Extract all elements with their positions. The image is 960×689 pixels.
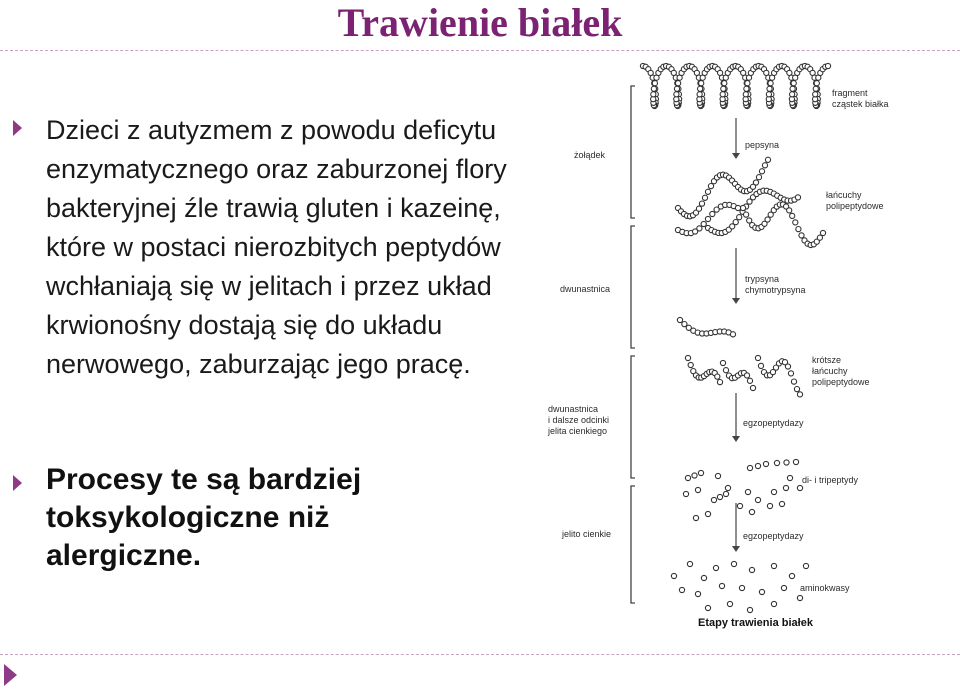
protein-coil-bead — [790, 92, 795, 97]
label-amino-acids: aminokwasy — [800, 583, 850, 593]
label-duodenum: dwunastnica — [560, 284, 611, 294]
slide-title: Trawienie białek — [337, 0, 623, 45]
polypeptide-bead — [696, 206, 701, 211]
polypeptide-bead — [799, 233, 804, 238]
peptide-bead — [705, 511, 710, 516]
peptide-bead — [695, 487, 700, 492]
polypeptide-bead — [756, 175, 761, 180]
arrowhead-trypsin — [732, 298, 740, 304]
polypeptide-bead — [708, 184, 713, 189]
protein-coil-bead — [767, 86, 772, 91]
polypeptide-bead — [765, 217, 770, 222]
amino-acid-bead — [719, 583, 724, 588]
protein-coil-bead — [652, 81, 657, 86]
amino-acid-bead — [747, 607, 752, 612]
short-chain-bead — [685, 355, 690, 360]
peptide-bead — [698, 470, 703, 475]
peptide-bead — [793, 459, 798, 464]
protein-coil-bead — [813, 92, 818, 97]
peptide-bead — [784, 460, 789, 465]
peptide-bead — [779, 501, 784, 506]
polypeptide-bead — [744, 212, 749, 217]
protein-coil-bead — [791, 81, 796, 86]
bullet-arrow-icon — [13, 475, 22, 491]
label-shorter-chains: krótsze łańcuchy polipeptydowe — [812, 355, 870, 387]
protein-coil-bead — [676, 81, 681, 86]
protein-coil-bead — [697, 92, 702, 97]
protein-coil-bead — [743, 92, 748, 97]
short-chain-bead — [723, 368, 728, 373]
polypeptide-bead — [702, 195, 707, 200]
protein-coil-bead — [790, 86, 795, 91]
polypeptide-bead — [710, 211, 715, 216]
amino-acid-bead — [701, 575, 706, 580]
protein-coil-bead — [768, 81, 773, 86]
protein-coil-bead — [745, 81, 750, 86]
polypeptide-bead — [737, 215, 742, 220]
protein-coil-bead — [720, 92, 725, 97]
peptide-bead — [725, 485, 730, 490]
short-chain-bead — [715, 374, 720, 379]
short-chain-bead — [758, 363, 763, 368]
polypeptide-bead — [753, 180, 758, 185]
amino-acid-bead — [789, 573, 794, 578]
arrowhead-exopeptidase-1 — [732, 436, 740, 442]
duodenum-bracket — [631, 226, 635, 348]
amino-acid-bead — [705, 605, 710, 610]
short-chain-bead — [794, 387, 799, 392]
short-chain-bead — [744, 373, 749, 378]
short-chain-bead — [755, 355, 760, 360]
peptide-bead — [797, 485, 802, 490]
short-chain-bead — [785, 364, 790, 369]
polypeptide-bead — [793, 220, 798, 225]
polypeptide-bead — [701, 221, 706, 226]
corner-arrow-icon — [4, 664, 17, 686]
polypeptide-bead — [787, 208, 792, 213]
label-di-tripeptides: di- i tripeptydy — [802, 475, 859, 485]
peptide-bead — [771, 489, 776, 494]
bullet-arrow-icon — [13, 120, 22, 136]
polypeptide-bead — [790, 213, 795, 218]
top-divider — [0, 50, 960, 51]
polypeptide-bead — [796, 227, 801, 232]
polypeptide-bead — [705, 189, 710, 194]
peptide-bead — [783, 485, 788, 490]
protein-coil-bead — [744, 86, 749, 91]
amino-acid-bead — [759, 589, 764, 594]
peptide-bead — [755, 463, 760, 468]
bullet-text-1: Dzieci z autyzmem z powodu deficytu enzymatycznego oraz zaburzonej flory bakteryjnej źle trawią gluten i kazeinę, które w postaci nierozbitych peptydów wchłaniają się w jelitach i przez układ krwionośny dostają się do układu nerwowego, zaburzając jego pracę. — [46, 115, 507, 379]
short-chain-bead — [720, 360, 725, 365]
duodenum-further-bracket — [631, 356, 635, 478]
polypeptide-bead — [735, 205, 740, 210]
polypeptide-bead — [705, 216, 710, 221]
polypeptide-bead — [820, 230, 825, 235]
short-chain-bead — [688, 362, 693, 367]
amino-acid-bead — [731, 561, 736, 566]
peptide-bead — [749, 509, 754, 514]
peptide-bead — [683, 491, 688, 496]
polypeptide-bead — [759, 169, 764, 174]
peptide-bead — [717, 494, 722, 499]
peptide-bead — [693, 515, 698, 520]
label-exopeptidases-1: egzopeptydazy — [743, 418, 804, 428]
label-trypsin: trypsyna chymotrypsyna — [745, 274, 806, 295]
protein-coil-bead — [814, 81, 819, 86]
short-chain-bead — [747, 378, 752, 383]
amino-acid-bead — [771, 563, 776, 568]
peptide-bead — [745, 489, 750, 494]
amino-acid-bead — [671, 573, 676, 578]
stomach-bracket — [631, 86, 635, 218]
amino-acid-bead — [803, 563, 808, 568]
protein-coil-bead — [825, 63, 830, 68]
peptide-bead — [715, 473, 720, 478]
polypeptide-bead — [699, 201, 704, 206]
short-chain-bead — [730, 332, 735, 337]
peptide-bead — [755, 497, 760, 502]
short-chain-bead — [791, 379, 796, 384]
protein-digestion-figure — [538, 58, 960, 640]
polypeptide-bead — [817, 235, 822, 240]
polypeptide-bead — [697, 226, 702, 231]
polypeptide-bead — [740, 205, 745, 210]
amino-acid-bead — [797, 595, 802, 600]
arrowhead-exopeptidase-2 — [732, 546, 740, 552]
amino-acid-bead — [695, 591, 700, 596]
figure-caption: Etapy trawienia białek — [698, 617, 813, 629]
amino-acid-bead — [687, 561, 692, 566]
amino-acid-bead — [739, 585, 744, 590]
bottom-divider — [0, 654, 960, 655]
short-chain-bead — [717, 380, 722, 385]
label-stomach: żołądek — [574, 150, 606, 160]
protein-coil-bead — [674, 86, 679, 91]
protein-coil-bead — [651, 86, 656, 91]
peptide-bead — [737, 503, 742, 508]
polypeptide-bead — [733, 220, 738, 225]
protein-coil-bead — [721, 86, 726, 91]
amino-acid-bead — [727, 601, 732, 606]
polypeptide-bead — [762, 163, 767, 168]
label-pepsin: pepsyna — [745, 140, 780, 150]
peptide-bead — [774, 460, 779, 465]
short-chain-bead — [677, 317, 682, 322]
protein-coil-bead — [674, 92, 679, 97]
short-chain-bead — [682, 322, 687, 327]
label-small-intestine: jelito cienkie — [562, 529, 612, 539]
short-chain-bead — [797, 392, 802, 397]
peptide-bead — [747, 465, 752, 470]
label-duodenum-further: dwunastnica i dalsze odcinki jelita cienkiego — [548, 404, 610, 436]
peptide-bead — [767, 503, 772, 508]
small-intestine-bracket — [631, 486, 635, 603]
arrowhead-pepsin — [732, 153, 740, 159]
protein-coil-bead — [698, 86, 703, 91]
label-exopeptidases-2: egzopeptydazy — [743, 531, 804, 541]
polypeptide-bead — [795, 195, 800, 200]
peptide-bead — [723, 491, 728, 496]
protein-coil-bead — [813, 86, 818, 91]
polypeptide-bead — [765, 157, 770, 162]
amino-acid-bead — [713, 565, 718, 570]
peptide-bead — [685, 475, 690, 480]
peptide-bead — [787, 475, 792, 480]
amino-acid-bead — [749, 567, 754, 572]
peptide-bead — [763, 461, 768, 466]
amino-acid-bead — [771, 601, 776, 606]
bullet-text-2: Procesy te są bardziej toksykologiczne niż alergiczne. — [46, 463, 362, 572]
short-chain-bead — [750, 385, 755, 390]
protein-coil-bead — [699, 81, 704, 86]
protein-coil-bead — [722, 81, 727, 86]
peptide-bead — [692, 473, 697, 478]
amino-acid-bead — [781, 585, 786, 590]
peptide-bead — [711, 497, 716, 502]
label-protein-fragment: fragment cząstek białka — [832, 88, 889, 109]
protein-coil-bead — [651, 92, 656, 97]
short-chain-bead — [788, 371, 793, 376]
amino-acid-bead — [679, 587, 684, 592]
protein-coil-bead — [766, 92, 771, 97]
label-polypeptide-chains: łańcuchy polipeptydowe — [826, 190, 884, 211]
